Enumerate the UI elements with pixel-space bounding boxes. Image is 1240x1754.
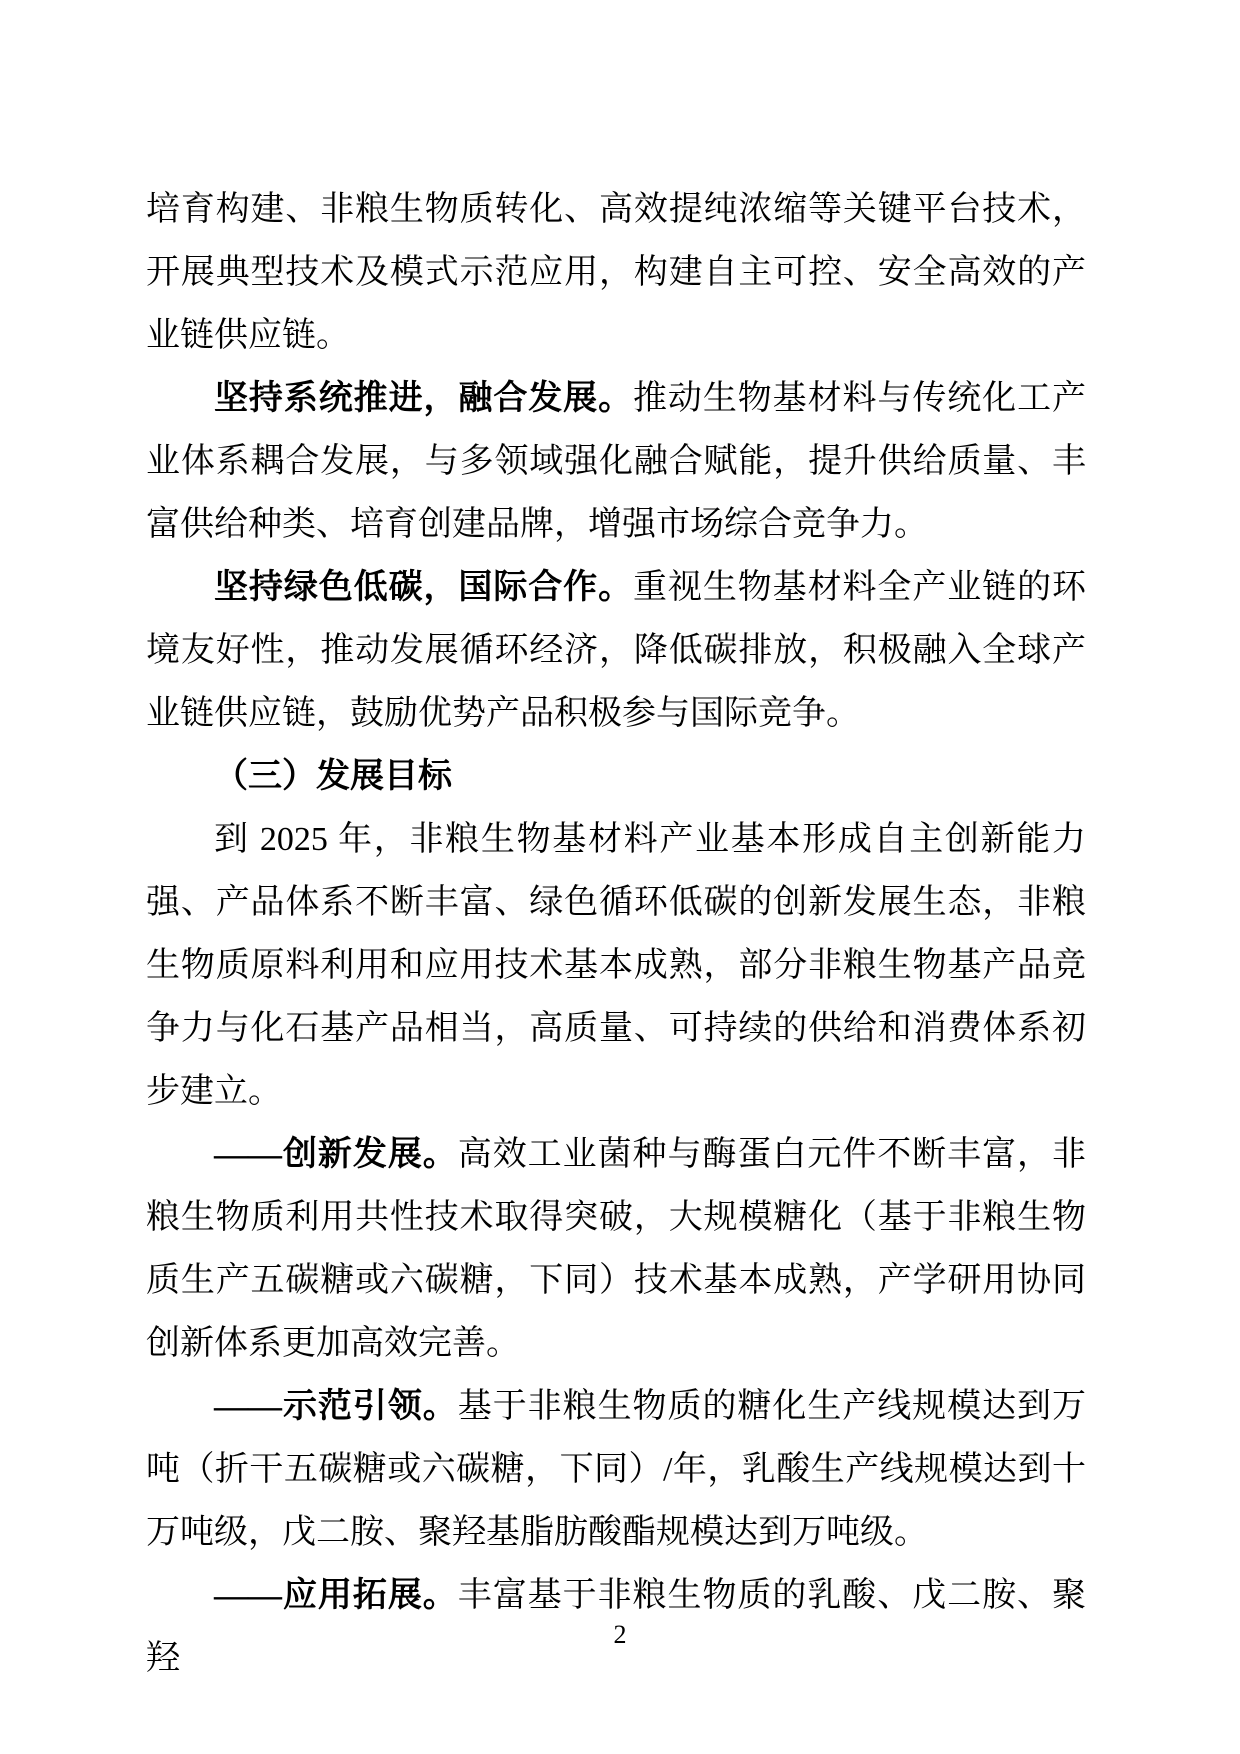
paragraph-text: 重视生物基材料全产业链的环境友好性，推动发展循环经济，降低碳排放，积极融入全球产业链供应链，鼓励优势产品积极参与国际竞争。 [146, 569, 1086, 732]
document-body [146, 178, 1086, 1690]
paragraph [146, 1123, 1086, 1375]
paragraph-lead: ——创新发展。 [214, 1136, 458, 1173]
paragraph-lead: 坚持系统推进，融合发展。 [214, 380, 633, 417]
paragraph-text: 推动生物基材料与传统化工产业体系耦合发展，与多领域强化融合赋能，提升供给质量、丰富供给种类、培育创建品牌，增强市场综合竞争力。 [146, 380, 1086, 543]
paragraph [146, 1375, 1086, 1564]
paragraph-text: 到 2025 年，非粮生物基材料产业基本形成自主创新能力强、产品体系不断丰富、绿色循环低碳的创新发展生态，非粮生物质原料利用和应用技术基本成熟，部分非粮生物基产品竞争力与化石基产品相当，高质量、可持续的供给和消费体系初步建立。 [146, 821, 1086, 1110]
paragraph-text: 培育构建、非粮生物质转化、高效提纯浓缩等关键平台技术，开展典型技术及模式示范应用，构建自主可控、安全高效的产业链供应链。 [146, 191, 1086, 354]
paragraph-text: 基于非粮生物质的糖化生产线规模达到万吨（折干五碳糖或六碳糖，下同）/年，乳酸生产线规模达到十万吨级，戊二胺、聚羟基脂肪酸酯规模达到万吨级。 [146, 1388, 1087, 1551]
paragraph-lead: 坚持绿色低碳，国际合作。 [214, 569, 633, 606]
paragraph-text: 丰富基于非粮生物质的乳酸、戊二胺、聚羟 [146, 1577, 1087, 1677]
paragraph [146, 556, 1086, 745]
page-number: 2 [613, 1620, 627, 1649]
paragraph [146, 367, 1086, 556]
section-heading-text: （三）发展目标 [214, 758, 452, 795]
paragraph-lead: ——应用拓展。 [214, 1577, 458, 1614]
paragraph-text: 高效工业菌种与酶蛋白元件不断丰富，非粮生物质利用共性技术取得突破，大规模糖化（基于非粮生物质生产五碳糖或六碳糖，下同）技术基本成熟，产学研用协同创新体系更加高效完善。 [146, 1136, 1087, 1362]
paragraph [146, 178, 1086, 367]
section-heading [146, 745, 1086, 808]
paragraph [146, 808, 1086, 1123]
paragraph-lead: ——示范引领。 [214, 1388, 458, 1425]
